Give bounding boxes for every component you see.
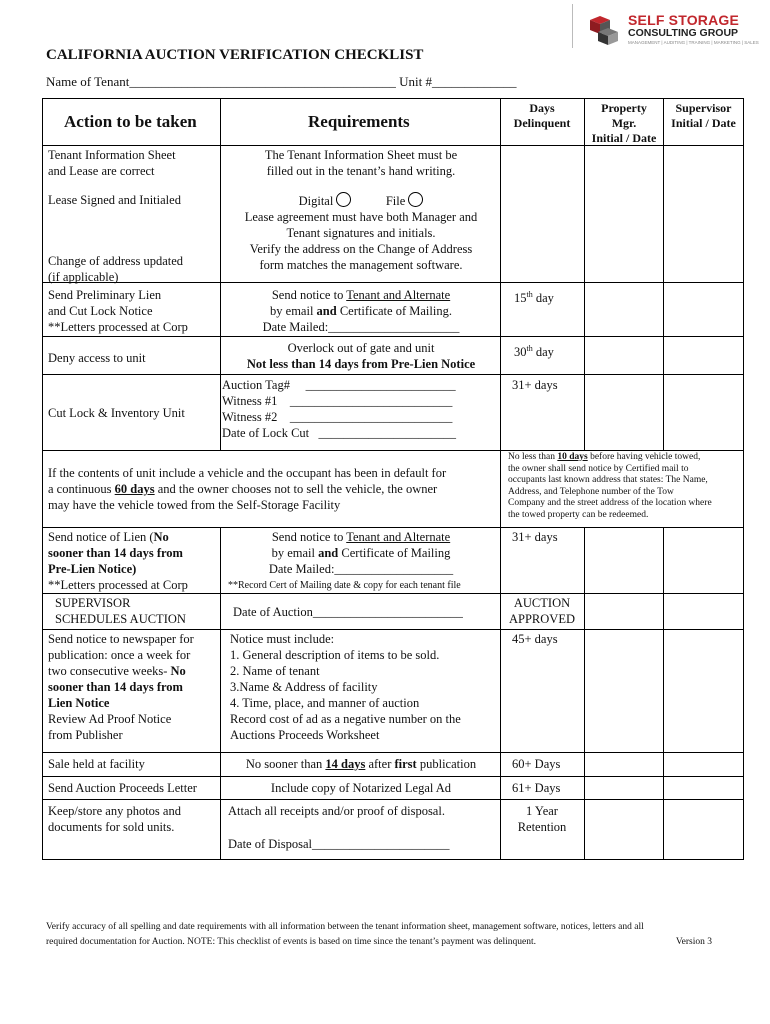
header-requirements: Requirements: [308, 112, 410, 131]
row10-req-l6: Record cost of ad as a negative number on the: [230, 712, 461, 726]
row10-action-l1: Send notice to newspaper for: [48, 632, 194, 646]
file-label: File: [385, 194, 406, 208]
table-bottom-border: [42, 859, 744, 860]
row10-days: 45+ days: [512, 632, 558, 646]
row10-req-l7: Auctions Proceeds Worksheet: [230, 728, 380, 742]
row-line: [42, 336, 744, 337]
row12-days: 61+ Days: [512, 781, 561, 795]
col-divider-3a: [584, 98, 585, 450]
row11-days: 60+ Days: [512, 757, 561, 771]
row4-requirement: [222, 287, 500, 335]
col-divider-3b: [584, 527, 585, 859]
witness1-line[interactable]: Witness #1 __________________________: [222, 394, 453, 408]
header-days-delinquent: [502, 101, 582, 131]
auction-tag-line[interactable]: Auction Tag# ________________________: [222, 378, 456, 392]
row7-tow-note: [508, 452, 712, 521]
unit-number-field[interactable]: _____________: [431, 74, 517, 89]
witness2-line[interactable]: Witness #2 __________________________: [222, 410, 453, 424]
row10-action: [48, 631, 194, 743]
row2-req-l3: Tenant signatures and initials.: [286, 226, 436, 240]
row13-days: [502, 803, 582, 835]
row7-note-l1: No less than 10 days before having vehicle towed,: [508, 452, 701, 462]
row5-req-l2: Not less than 14 days from Pre-Lien Notice: [246, 357, 476, 371]
row-line: [42, 450, 744, 451]
header-days-line2: Delinquent: [513, 116, 571, 130]
row10-action-l5: Lien Notice: [48, 696, 110, 710]
row5-req-l1: Overlock out of gate and unit: [287, 341, 435, 355]
row5-action: Deny access to unit: [48, 351, 146, 365]
row1-action-l2: and Lease are correct: [48, 164, 155, 178]
row8-action: [48, 529, 188, 593]
tenant-name-field[interactable]: _________________________________________: [129, 74, 396, 89]
row3-requirement: [222, 241, 500, 273]
row5-requirement: [222, 340, 500, 372]
row8-action-l4: **Letters processed at Corp: [48, 578, 188, 592]
version-label: Version 3: [675, 937, 712, 947]
row13-days-l2: Retention: [517, 820, 567, 834]
row10-action-l2: publication: once a week for: [48, 648, 191, 662]
row9-action-l2: SCHEDULES AUCTION: [55, 612, 186, 626]
row-line: [42, 374, 744, 375]
footer-note: [46, 920, 726, 950]
row8-requirement: [222, 529, 500, 577]
row3-action: [48, 253, 183, 285]
row9-days: [502, 595, 582, 627]
row8-action-l3: Pre-Lien Notice): [48, 562, 137, 576]
row13-action-l1: Keep/store any photos and: [48, 804, 181, 818]
row10-requirement: [230, 631, 461, 743]
row1-requirement: [222, 147, 500, 179]
header-days-line1: Days: [529, 101, 555, 115]
row7-text-l3: may have the vehicle towed from the Self-Storage Facility: [48, 498, 341, 512]
row-line: [42, 752, 744, 753]
header-action: Action to be taken: [64, 112, 197, 131]
unit-label: Unit #: [399, 74, 432, 89]
row10-req-l4: 3.Name & Address of facility: [230, 680, 378, 694]
row8-action-l2: sooner than 14 days from: [48, 546, 183, 560]
row10-action-l6: Review Ad Proof Notice: [48, 712, 172, 726]
row10-req-l3: 2. Name of tenant: [230, 664, 320, 678]
row4-days: 15th day: [514, 290, 554, 306]
row11-requirement: No sooner than 14 days after first publication: [245, 757, 477, 771]
row10-action-l4: sooner than 14 days from: [48, 680, 183, 694]
row-line: [42, 776, 744, 777]
table-left-border: [42, 98, 43, 860]
row2-req-l2: Lease agreement must have both Manager and: [244, 210, 478, 224]
row8-date-mailed[interactable]: Date Mailed:___________________: [268, 562, 454, 576]
row8-req-l1: Send notice to Tenant and Alternate: [271, 530, 451, 544]
header-pm-line1: Property: [601, 101, 647, 115]
row8-req-l2: by email and Certificate of Mailing: [271, 546, 451, 560]
row2-options: [222, 192, 500, 209]
row4-action-l2: and Cut Lock Notice: [48, 304, 153, 318]
row9-days-l2: APPROVED: [509, 612, 575, 626]
footer-line-2: required documentation for Auction. NOTE: This checklist of events is based on time since the tenant’s payment was delinquent. Version 3: [46, 935, 726, 950]
row4-action-l1: Send Preliminary Lien: [48, 288, 162, 302]
row4-action: [48, 287, 188, 335]
digital-radio[interactable]: [336, 192, 351, 207]
row1-action-l1: Tenant Information Sheet: [48, 148, 176, 162]
row13-action-l2: documents for sold units.: [48, 820, 175, 834]
row3-action-l1: Change of address updated: [48, 254, 184, 268]
row10-action-l7: from Publisher: [48, 728, 123, 742]
header-pm-line2: Mgr.: [611, 116, 637, 130]
tenant-unit-line: [46, 74, 516, 90]
row1-action: [48, 147, 176, 179]
table-top-border: [42, 98, 744, 99]
logo-line-2: CONSULTING GROUP: [628, 27, 739, 39]
header-sup-line2: Initial / Date: [671, 116, 736, 130]
row7-note-l6: the towed property can be redeemed.: [508, 509, 649, 520]
row4-action-l3: **Letters processed at Corp: [48, 320, 188, 334]
col-divider-2: [500, 98, 501, 859]
row1-req-l1: The Tenant Information Sheet must be: [264, 148, 458, 162]
row1-req-l2: filled out in the tenant’s hand writing.: [266, 164, 456, 178]
row10-req-l2: 1. General description of items to be sold.: [230, 648, 440, 662]
row7-note-l3: occupants last known address that states: The Name,: [508, 475, 708, 485]
row7-text-l2: a continuous 60 days and the owner chooses not to sell the vehicle, the owner: [48, 482, 438, 496]
digital-label: Digital: [298, 194, 334, 208]
logo-tagline: MANAGEMENT | AUDITING | TRAINING | MARKETING | SALES: [628, 40, 759, 45]
logo-line-1: SELF STORAGE: [628, 12, 740, 28]
footer-line-1: Verify accuracy of all spelling and date requirements with all information between the tenant information sheet, management software, notices, letters and all: [46, 922, 644, 932]
row9-action: [55, 595, 186, 627]
row3-action-l2: (if applicable): [48, 270, 119, 284]
disposal-date-line[interactable]: Date of Disposal______________________: [228, 837, 450, 851]
row-line: [42, 527, 744, 528]
company-logo: [572, 0, 770, 56]
row7-note-l5: Company and the street address of the location where: [508, 498, 712, 508]
row-line: [42, 629, 744, 630]
row9-action-l1: SUPERVISOR: [55, 596, 131, 610]
file-radio[interactable]: [408, 192, 423, 207]
row10-action-l3: two consecutive weeks- No: [48, 664, 186, 678]
row4-req-l1: Send notice to Tenant and Alternate: [271, 288, 451, 302]
row12-action: Send Auction Proceeds Letter: [48, 781, 197, 795]
page-title: CALIFORNIA AUCTION VERIFICATION CHECKLIST: [46, 47, 424, 63]
row12-requirement: Include copy of Notarized Legal Ad: [270, 781, 452, 795]
row11-action: Sale held at facility: [48, 757, 145, 771]
row2-action: Lease Signed and Initialed: [48, 193, 181, 207]
col-divider-4b: [663, 527, 664, 859]
table-right-border: [743, 98, 744, 860]
row4-date-mailed[interactable]: Date Mailed:_____________________: [262, 320, 460, 334]
header-sup-line1: Supervisor: [675, 101, 732, 115]
row7-text-l1: If the contents of unit include a vehicle and the occupant has been in default for: [48, 466, 447, 480]
row3-req-l1: Verify the address on the Change of Address: [249, 242, 473, 256]
row13-action: [48, 803, 181, 835]
row4-req-l2: by email and Certificate of Mailing.: [270, 304, 452, 318]
row6-days: 31+ days: [512, 378, 558, 392]
auction-date-line[interactable]: Date of Auction________________________: [233, 605, 463, 619]
logo-divider: [572, 4, 573, 48]
tenant-label: Name of Tenant: [46, 74, 130, 89]
row5-days: 30th day: [514, 344, 554, 360]
row7-note-l4: Address, and Telephone number of the Tow: [508, 486, 674, 497]
row6-action: Cut Lock & Inventory Unit: [48, 406, 185, 420]
row9-days-l1: AUCTION: [513, 596, 571, 610]
row13-requirement: Attach all receipts and/or proof of disposal.: [228, 804, 445, 818]
row3-req-l2: form matches the management software.: [259, 258, 463, 272]
row10-req-l5: 4. Time, place, and manner of auction: [230, 696, 420, 710]
header-supervisor: [664, 101, 743, 131]
header-pm-line3: Initial / Date: [591, 131, 657, 145]
row8-cert-note: **Record Cert of Mailing date & copy for each tenant file: [228, 580, 461, 591]
row2-requirement: [222, 192, 500, 241]
header-property-mgr: [585, 101, 663, 146]
row6-requirement: [222, 377, 456, 441]
row13-days-l1: 1 Year: [526, 804, 558, 818]
col-divider-4a: [663, 98, 664, 450]
col-divider-1b: [220, 527, 221, 859]
row8-days: 31+ days: [512, 530, 558, 544]
col-divider-1a: [220, 98, 221, 450]
row7-vehicle-text: [48, 465, 446, 513]
row-line: [42, 799, 744, 800]
lock-cut-date-line[interactable]: Date of Lock Cut ______________________: [222, 426, 457, 440]
row7-note-l2: the owner shall send notice by Certified mail to: [508, 463, 689, 474]
storage-cubes-icon: [586, 12, 622, 46]
row8-action-l1: Send notice of Lien (No: [48, 530, 169, 544]
row10-req-l1: Notice must include:: [230, 632, 335, 646]
